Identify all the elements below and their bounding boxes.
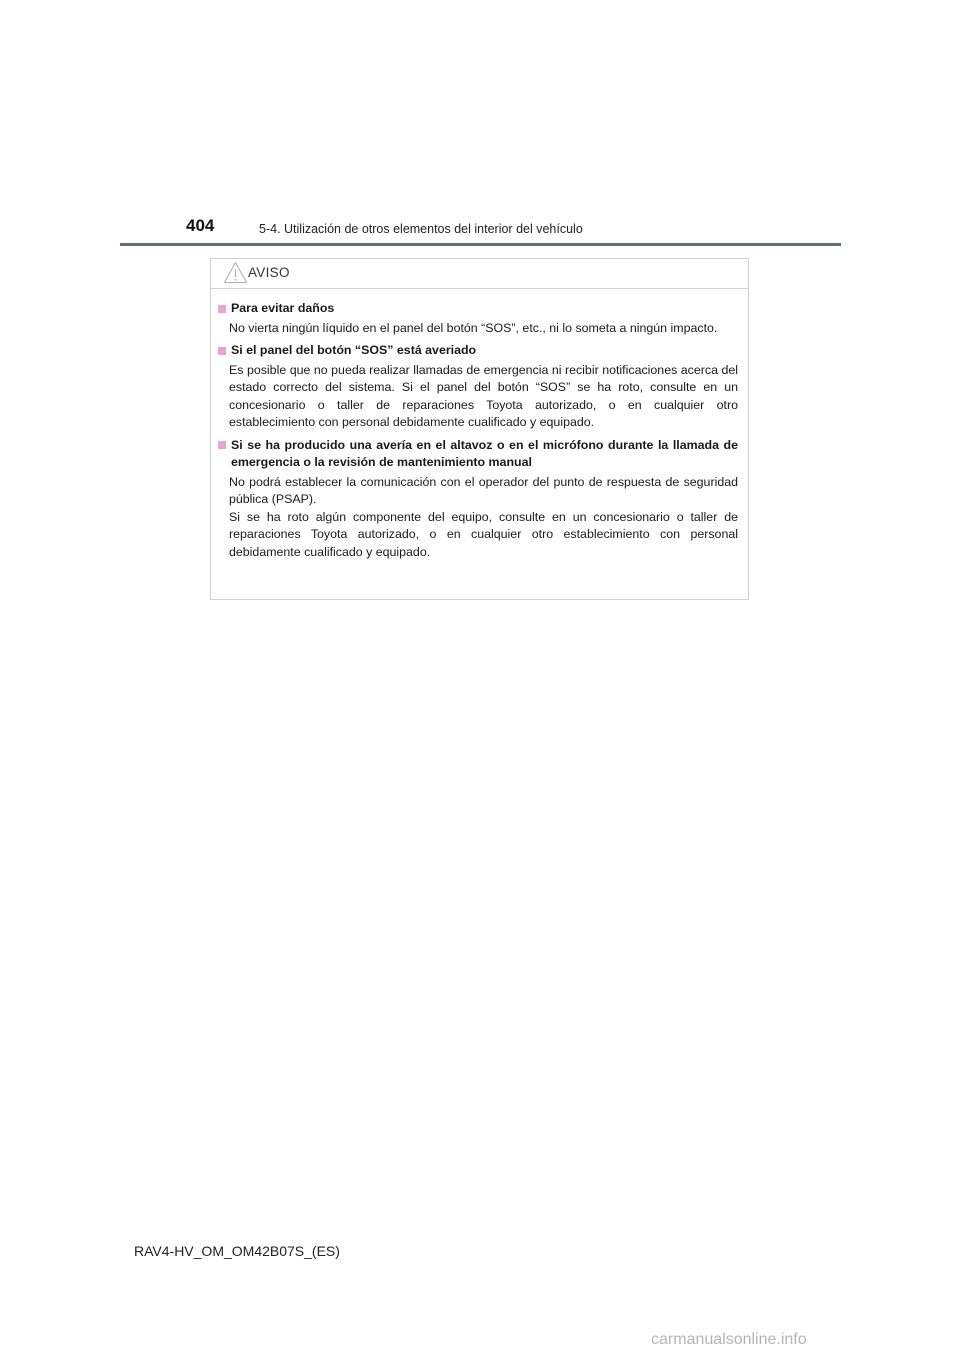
document-code: RAV4-HV_OM_OM42B07S_(ES) xyxy=(134,1243,340,1259)
item-heading-text: Si el panel del botón “SOS” está averiado xyxy=(231,343,477,357)
warning-item xyxy=(218,342,738,432)
page-number: 404 xyxy=(186,216,215,235)
warning-box xyxy=(210,258,749,600)
section-title: 5-4. Utilización de otros elementos del interior del vehículo xyxy=(259,222,583,236)
warning-body xyxy=(211,289,748,561)
item-paragraph: No podrá establecer la comunicación con el operador del punto de respuesta de seguridad pública (PSAP). xyxy=(229,474,738,506)
item-paragraph: No vierta ningún líquido en el panel del botón “SOS”, etc., ni lo someta a ningún impacto. xyxy=(229,320,718,335)
item-paragraph: Si se ha roto algún componente del equipo, consulte en un concesionario o taller de reparaciones Toyota autorizado, o en cualquier otro establecimiento con personal debidamente cualificado y equipado. xyxy=(229,509,738,559)
warning-triangle-icon xyxy=(223,261,248,284)
item-heading xyxy=(218,437,738,472)
warning-title: AVISO xyxy=(248,265,290,280)
watermark: carmanualsonline.info xyxy=(651,1331,807,1348)
warning-item xyxy=(218,300,738,337)
header-rule xyxy=(120,243,841,246)
item-heading-text: Para evitar daños xyxy=(231,301,335,315)
pink-square-bullet-icon xyxy=(218,305,226,313)
warning-item xyxy=(218,437,738,562)
warning-header xyxy=(211,259,748,289)
item-text xyxy=(218,474,738,562)
pink-square-bullet-icon xyxy=(218,441,226,449)
item-heading-text: Si se ha producido una avería en el altavoz o en el micrófono durante la llamada de emergencia o la revisión de mantenimiento manual xyxy=(231,437,738,469)
item-text xyxy=(218,362,738,432)
item-heading xyxy=(218,342,738,360)
item-text xyxy=(218,320,738,338)
item-paragraph: Es posible que no pueda realizar llamadas de emergencia ni recibir notificaciones acerca del estado correcto del sistema. Si el panel del botón “SOS” se ha roto, consulte en un concesionario o taller de reparaciones Toyota autorizado, o en cualquier otro establecimiento con personal debidamente cualificado y equipado. xyxy=(229,362,738,429)
pink-square-bullet-icon xyxy=(218,347,226,355)
item-heading xyxy=(218,300,738,318)
